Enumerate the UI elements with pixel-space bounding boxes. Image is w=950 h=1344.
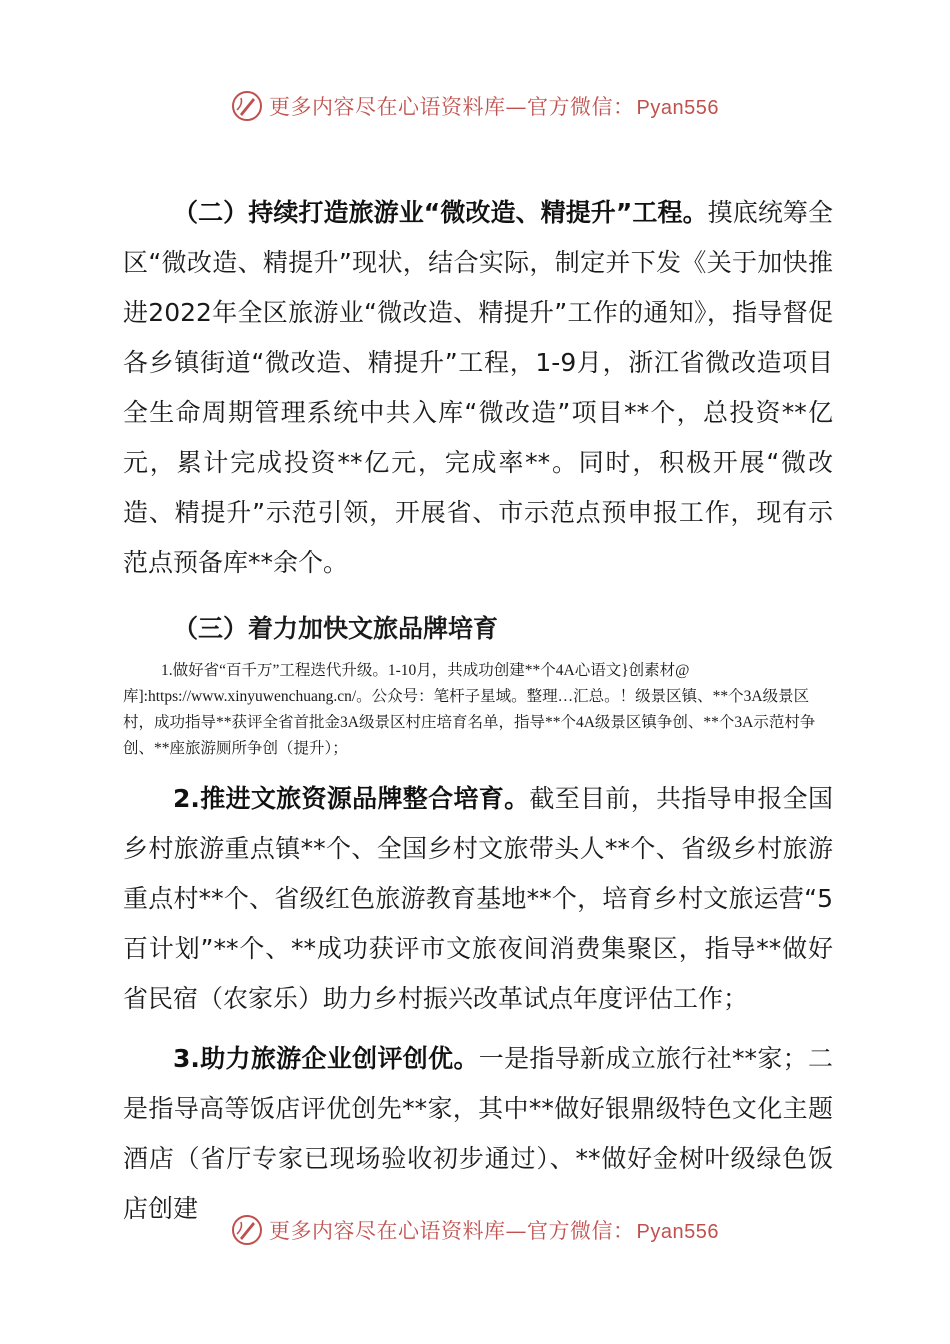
item-3-title: 3.助力旅游企业创评创优。 [173,1044,479,1073]
document-body [123,188,833,1234]
banner-text [269,1215,719,1245]
item-3-body: 一是指导新成立旅行社**家；二是指导高等饭店评优创先**家，其中**做好银鼎级特色文化主题酒店（省厅专家已现场验收初步通过）、**做好金树叶级绿色饭店创建 [123,1044,833,1223]
quill-pen-logo-icon [231,90,263,122]
item-2-title: 2.推进文旅资源品牌整合培育。 [173,784,530,813]
wechat-id: Pyan556 [636,97,719,119]
item-2-paragraph [123,774,833,1024]
quill-pen-logo-icon [231,1214,263,1246]
section-2-title: （二）持续打造旅游业“微改造、精提升”工程。 [173,198,708,227]
banner-label: 更多内容尽在心语资料库—官方微信： [269,95,635,119]
header-banner [0,84,950,128]
section-2-body: 摸底统筹全区“微改造、精提升”现状，结合实际，制定并下发《关于加快推进2022年全区旅游业“微改造、精提升”工作的通知》，指导督促各乡镇街道“微改造、精提升”工程，1-9月，浙江省微改造项目全生命周期管理系统中共入库“微改造”项目**个，总投资**亿元，累计完成投资**亿元，完成率**。同时，积极开展“微改造、精提升”示范引领，开展省、市示范点预申报工作，现有示范点预备库**余个。 [123,198,833,577]
wechat-id: Pyan556 [636,1221,719,1243]
section-2-paragraph [123,188,833,588]
banner-label: 更多内容尽在心语资料库—官方微信： [269,1219,635,1243]
banner-text [269,91,719,121]
item-3-paragraph [123,1034,833,1234]
section-3-heading: （三）着力加快文旅品牌培育 [173,614,499,643]
item-1-paragraph: 1.做好省“百千万”工程迭代升级。1-10月，共成功创建**个4A心语文}创素材@库]:https://www.xinyuwenchuang.cn/。公众号：笔杆子星域。整理…汇总。！级景区镇、**个3A级景区村，成功指导**获评全省首批金3A级景区村庄培育名单，指导**个4A级景区镇争创、**个3A示范村争创、**座旅游厕所争创（提升）； [123,662,816,757]
footer-banner [0,1208,950,1252]
item-2-body: 截至目前，共指导申报全国乡村旅游重点镇**个、全国乡村文旅带头人**个、省级乡村旅游重点村**个、省级红色旅游教育基地**个，培育乡村文旅运营“5百计划”**个、**成功获评市文旅夜间消费集聚区，指导**做好省民宿（农家乐）助力乡村振兴改革试点年度评估工作； [123,784,833,1013]
